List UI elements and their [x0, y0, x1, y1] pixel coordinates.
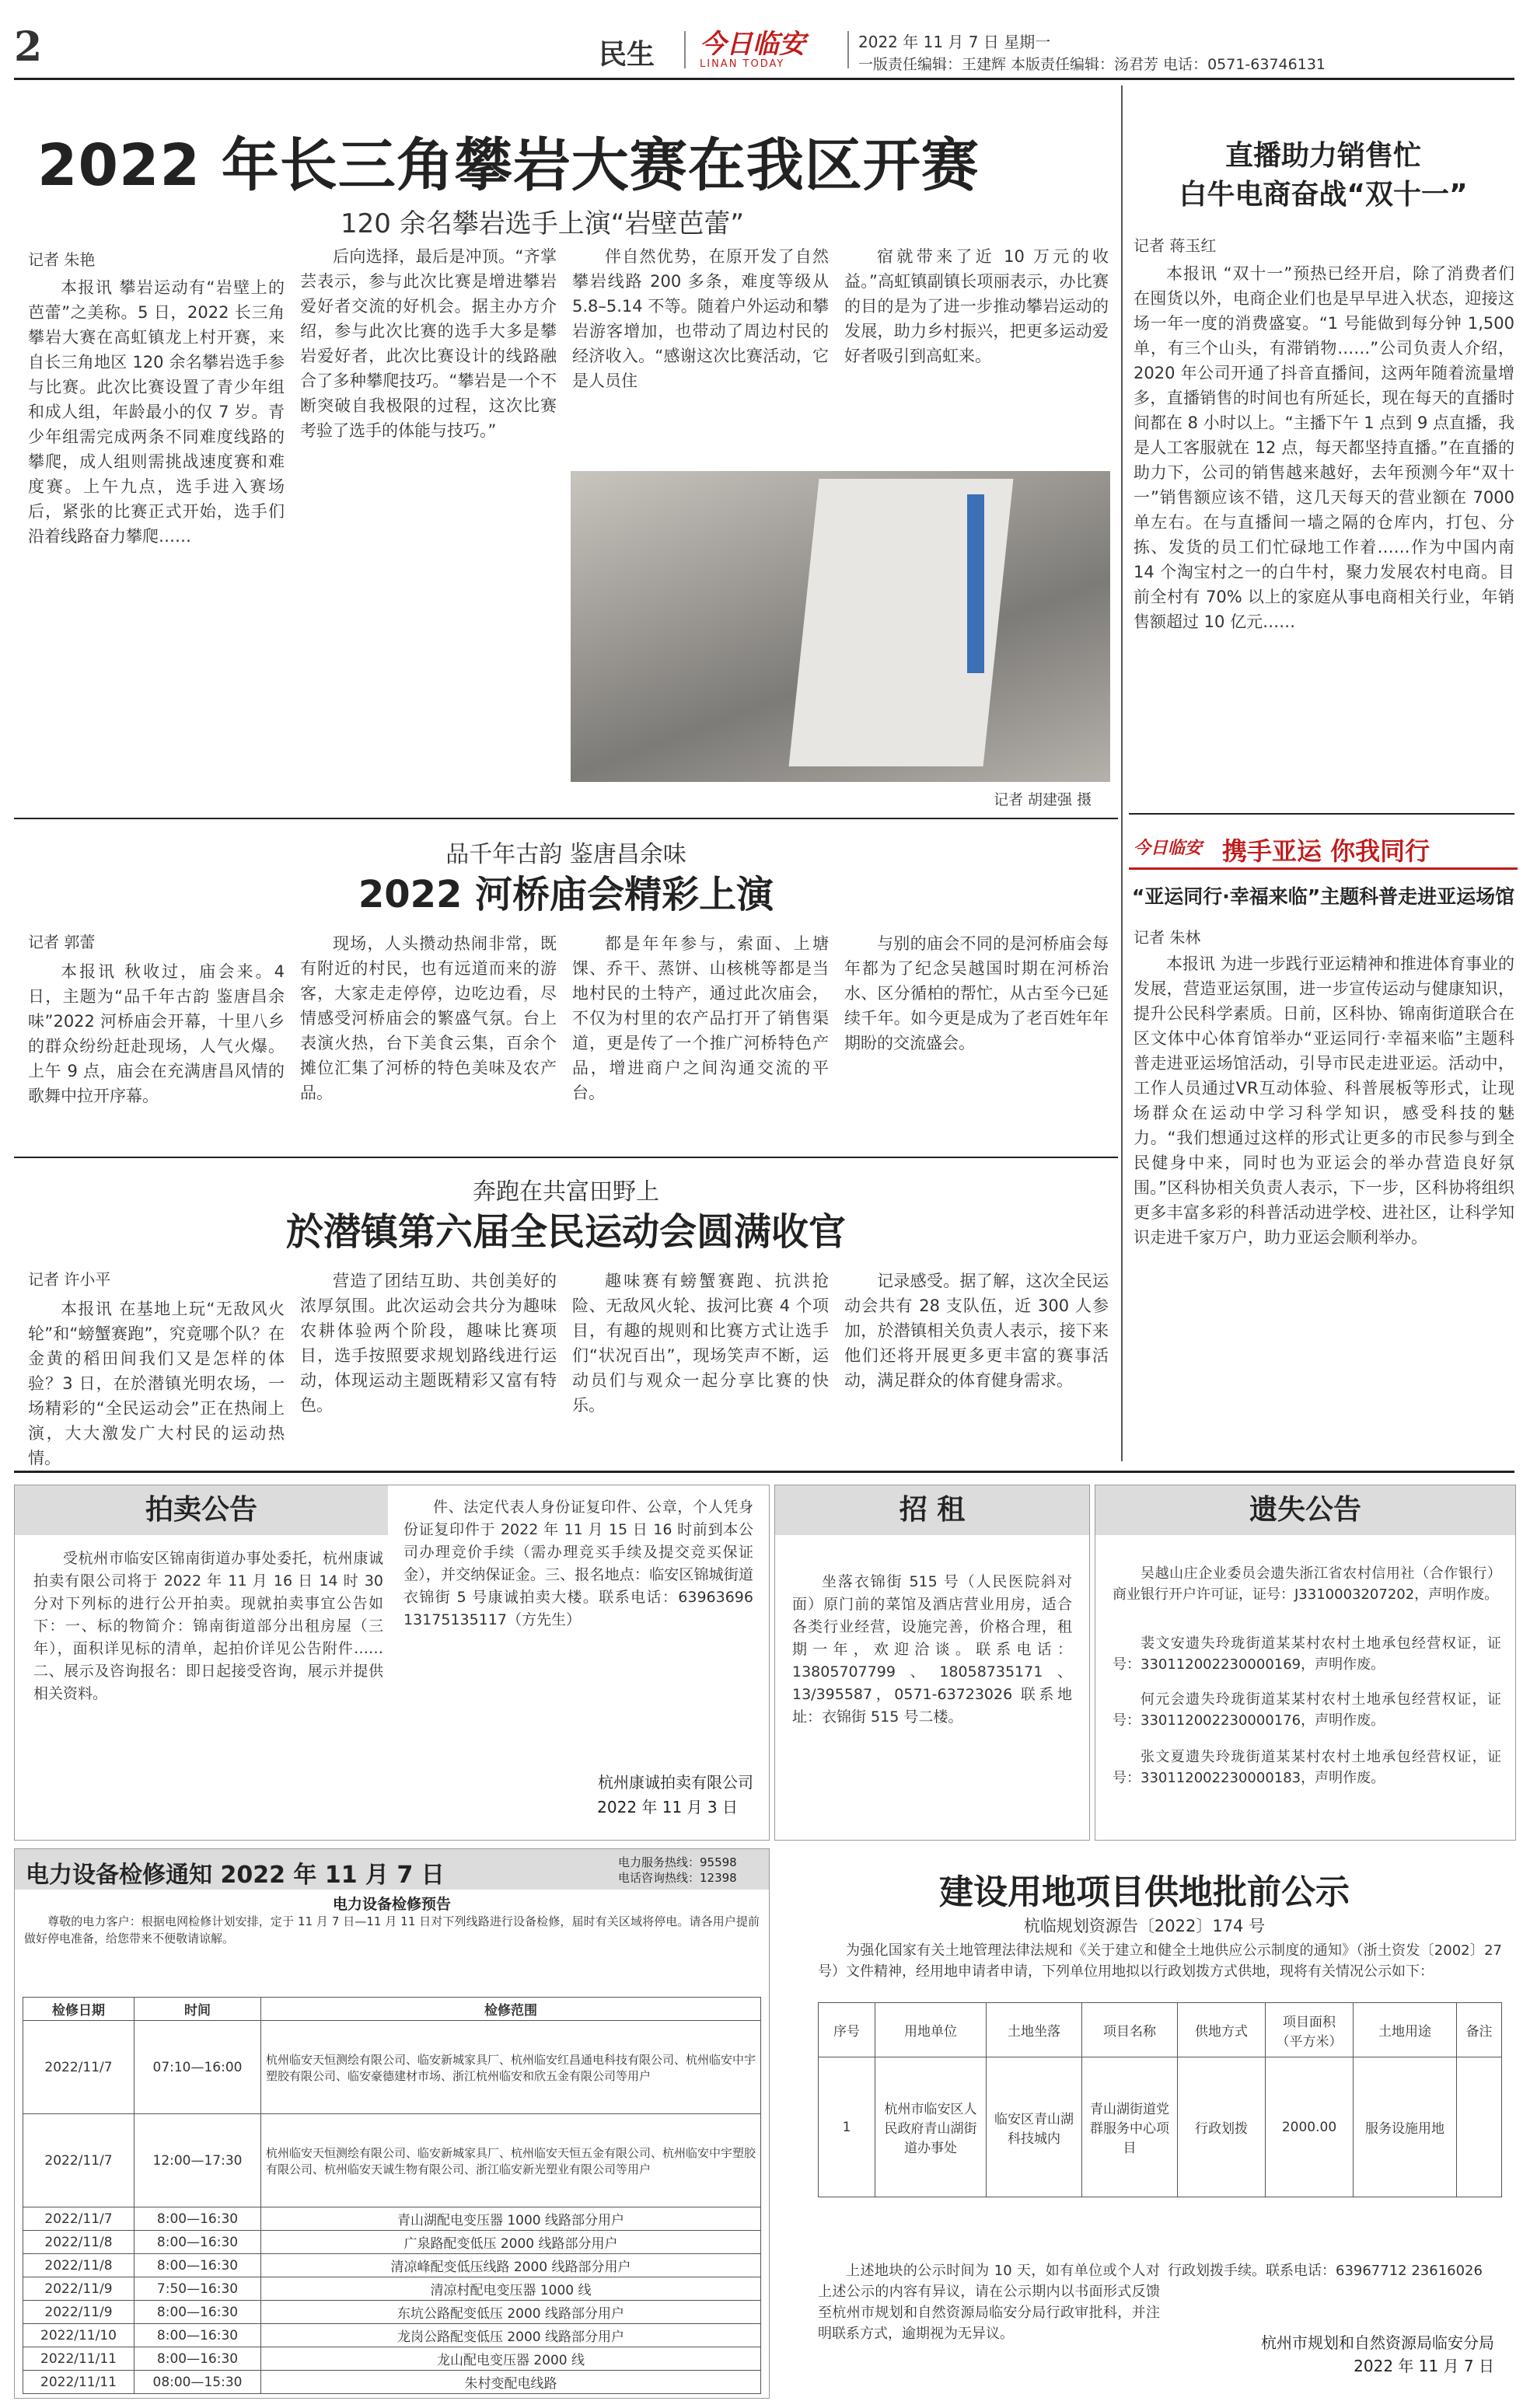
row-scope: 龙山配电变压器 2000 线	[261, 2347, 761, 2371]
land-footer-right	[1168, 2260, 1502, 2307]
land-doc-number: 杭临规划资源告〔2022〕174 号	[1023, 1917, 1266, 1935]
land-row-location: 临安区青山湖科技城内	[987, 2057, 1082, 2197]
temple-col2-text: 现场，人头攒动热闹非常，既有附近的村民，也有远道而来的游客，大家走走停停，边吃边看，尽情感受河桥庙会的繁盛气氛。台上表演火热，台下美食云集，百余个摊位汇集了河桥的特色美味及农产品。	[300, 934, 557, 1102]
auction-column-2	[403, 1496, 753, 1729]
temple-column-1	[28, 959, 285, 1138]
land-row-unit: 杭州市临安区人民政府青山湖街道办事处	[875, 2057, 987, 2197]
table-row	[23, 2254, 761, 2277]
table-row	[23, 2301, 761, 2324]
land-table	[818, 2002, 1502, 2197]
sports-column-1	[28, 1296, 285, 1471]
auction-heading: 拍卖公告	[15, 1485, 388, 1535]
row-date: 2022/11/8	[23, 2254, 134, 2277]
sports-column-4	[844, 1269, 1109, 1471]
land-row-project: 青山湖街道党群服务中心项目	[1082, 2057, 1178, 2197]
asian-games-title: “亚运同行·幸福来临”主题科普走进亚运场馆	[1131, 885, 1515, 908]
lost-item-4	[1113, 1747, 1501, 1790]
climb-byline: 记者 朱艳	[28, 250, 96, 269]
row-time: 07:10—16:00	[134, 2021, 261, 2114]
auction-notice	[14, 1485, 770, 1841]
paper-logo	[700, 30, 840, 73]
lost-notice	[1095, 1485, 1516, 1841]
climb-col1-text: 本报讯 攀岩运动有“岩壁上的芭蕾”之美称。5 日，2022 长三角攀岩大赛在高虹镇龙上村开赛，来自长三角地区 120 余名攀岩选手参与比赛。此次比赛设置了青少年组和成人组，年龄最小的仅 7 岁。青少年组需完成两条不同难度线路的攀爬，成人组则需挑战速度赛和难度赛。上午九点，选手进入赛场后，紧张的比赛正式开始，选手们沿着线路奋力攀爬……	[28, 278, 285, 546]
power-col-time: 时间	[134, 1998, 261, 2021]
sports-kicker: 奔跑在共富田野上	[473, 1178, 659, 1206]
auction-date: 2022 年 11 月 3 日	[597, 1798, 738, 1816]
land-col-location: 土地坐落	[987, 2003, 1082, 2057]
lost-item-2-text: 裴文安遗失玲珑街道某某村农村土地承包经营权证，证号：330112002230000169，声明作废。	[1113, 1635, 1501, 1673]
table-row	[23, 2114, 761, 2207]
row-time: 12:00—17:30	[134, 2114, 261, 2207]
land-title: 建设用地项目供地批前公示	[939, 1872, 1350, 1912]
land-col-unit: 用地单位	[875, 2003, 987, 2057]
row-time: 8:00—16:30	[134, 2231, 261, 2254]
page-number: 2	[14, 23, 43, 71]
sports-col4-text: 记录感受。据了解，这次全民运动会共有 28 支队伍，近 300 人参加，於潜镇相关负责人表示，接下来他们还将开展更多更丰富的赛事活动，满足群众的体育健身需求。	[844, 1272, 1109, 1390]
land-row-no: 1	[819, 2057, 875, 2197]
rent-heading: 招 租	[775, 1485, 1089, 1535]
asian-banner-rule	[1129, 867, 1518, 870]
paper-logo-en: LINAN TODAY	[700, 58, 785, 70]
masthead	[0, 0, 1530, 78]
sports-column-3	[572, 1269, 829, 1471]
power-intro-text: 尊敬的电力客户：根据电网检修计划安排，定于 11 月 7 日—11 月 11 日对下列线路进行设备检修，届时有关区域将停电。请各用户提前做好停电准备，给您带来不便敬请谅解。	[24, 1914, 760, 1946]
row-date: 2022/11/11	[23, 2371, 134, 2394]
climb-col4-text: 宿就带来了近 10 万元的收益。”高虹镇副镇长项丽表示，办比赛的目的是为了进一步推动攀岩运动的发展，助力乡村振兴，把更多运动爱好者吸引到高虹来。	[844, 247, 1109, 365]
power-intro	[24, 1913, 760, 1989]
land-col-area: 项目面积（平方米）	[1266, 2003, 1354, 2057]
power-hotline-1: 电力服务热线：95598	[618, 1855, 737, 1869]
land-signer: 杭州市规划和自然资源局临安分局	[1261, 2333, 1494, 2352]
power-header-title: 电力设备检修通知 2022 年 11 月 7 日	[26, 1862, 445, 1889]
climb-subtitle: 120 余名攀岩选手上演“岩壁芭蕾”	[341, 208, 744, 239]
lost-heading: 遗失公告	[1095, 1485, 1515, 1535]
sports-column-2	[300, 1269, 557, 1471]
land-col-no: 序号	[819, 2003, 875, 2057]
power-hotline-2: 电话咨询热线：12398	[618, 1871, 737, 1885]
table-row	[23, 2207, 761, 2231]
climbing-banner	[967, 494, 984, 673]
power-maintenance-notice	[14, 1848, 770, 2399]
temple-col1-text: 本报讯 秋收过，庙会来。4 日，主题为“品千年古韵 鉴唐昌余味”2022 河桥庙会开幕，十里八乡的群众纷纷赶赴现场，人气火爆。上午 9 点，庙会在充满唐昌风情的歌舞中拉开序幕。	[28, 962, 285, 1105]
issue-date: 2022 年 11 月 7 日 星期一	[858, 33, 1051, 51]
row-scope: 清凉峰配变低压线路 2000 线路部分用户	[261, 2254, 761, 2277]
row-scope: 东坑公路配变低压 2000 线路部分用户	[261, 2301, 761, 2324]
temple-fair-article	[14, 824, 1118, 1150]
row-date: 2022/11/9	[23, 2301, 134, 2324]
land-table-header-row	[819, 2003, 1502, 2057]
lost-item-3-text: 何元会遗失玲珑街道某某村农村土地承包经营权证，证号：330112002230000176，声明作废。	[1113, 1691, 1501, 1729]
row-date: 2022/11/7	[23, 2114, 134, 2207]
section-name: 民生	[599, 39, 655, 71]
land-intro	[818, 1940, 1502, 1994]
land-col-use: 土地用途	[1354, 2003, 1457, 2057]
climb-column-3	[572, 244, 829, 462]
row-scope: 龙岗公路配变低压 2000 线路部分用户	[261, 2324, 761, 2347]
row-date: 2022/11/8	[23, 2231, 134, 2254]
temple-col3-text: 都是年年参与，索面、上塘馃、乔干、蒸饼、山核桃等都是当地村民的土特产，通过此次庙会，不仅为村里的农产品打开了销售渠道，更是传了一个推广河桥特色产品，增进商户之间沟通交流的平台。	[572, 934, 829, 1102]
ecommerce-body	[1134, 261, 1514, 805]
ecommerce-byline: 记者 蒋玉红	[1134, 236, 1217, 255]
lost-item-2	[1113, 1633, 1501, 1677]
asian-games-banner	[1129, 827, 1518, 871]
land-row-use: 服务设施用地	[1354, 2057, 1457, 2197]
temple-column-2	[300, 931, 557, 1138]
row-time: 08:00—15:30	[134, 2371, 261, 2394]
rent-body-text: 坐落衣锦街 515 号（人民医院斜对面）原门前的菜馆及酒店营业用房，适合各类行业经营，设施完善，价格合理，租期一年，欢迎洽谈。联系电话：13805707799、18058735171、13/395587，0571-63723026 联系地址：衣锦街 515 号二楼。	[792, 1573, 1072, 1726]
land-intro-text: 为强化国家有关土地管理法律法规和《关于建立和健全土地供应公示制度的通知》（浙土资发〔2002〕27 号）文件精神，经用地申请者申请，下列单位用地拟以行政划拨方式供地，现将有关情况公示如下：	[818, 1942, 1502, 1980]
land-footer-left	[818, 2260, 1160, 2392]
row-time: 8:00—16:30	[134, 2324, 261, 2347]
power-table-header-row	[23, 1998, 761, 2021]
ecommerce-title-1: 直播助力销售忙	[1224, 140, 1421, 172]
row-scope: 广泉路配变低压 2000 线路部分用户	[261, 2231, 761, 2254]
temple-kicker: 品千年古韵 鉴唐昌余味	[445, 841, 686, 868]
climb-article	[14, 86, 1118, 832]
lost-item-1	[1113, 1563, 1501, 1625]
climb-column-1	[28, 275, 285, 850]
asian-games-body	[1134, 951, 1514, 1457]
land-col-project: 项目名称	[1082, 2003, 1178, 2057]
asian-banner-logo: 今日临安	[1134, 839, 1203, 858]
table-row	[23, 2347, 761, 2371]
temple-col4-text: 与别的庙会不同的是河桥庙会每年都为了纪念吴越国时期在河桥治水、区分循柏的帮忙，从古至今已延续千年。如今更是成为了老百姓年年期盼的交流盛会。	[844, 934, 1109, 1052]
temple-byline: 记者 郭蕾	[28, 933, 96, 951]
row-time: 8:00—16:30	[134, 2301, 261, 2324]
table-row	[23, 2371, 761, 2394]
row-scope: 杭州临安天恒测绘有限公司、临安新城家具厂、杭州临安红昌通电科技有限公司、杭州临安中宇塑胶有限公司、临安豪德建材市场、浙江杭州临安和欣五金有限公司等用户	[261, 2021, 761, 2114]
temple-headline: 2022 河桥庙会精彩上演	[358, 873, 774, 916]
climbing-wall-photo	[571, 471, 1110, 782]
column-divider	[1121, 86, 1123, 1461]
masthead-divider-2	[847, 31, 849, 68]
row-scope: 清凉村配电变压器 1000 线	[261, 2277, 761, 2301]
power-maintenance-table	[23, 1997, 761, 2394]
ecommerce-bottom-rule	[1129, 813, 1514, 815]
power-table-title: 电力设备检修预告	[332, 1896, 451, 1913]
power-col-date: 检修日期	[23, 1998, 134, 2021]
table-row	[23, 2231, 761, 2254]
climb-column-4	[844, 244, 1109, 462]
sports-col1-text: 本报讯 在基地上玩“无敌风火轮”和“螃蟹赛跑”，究竟哪个队？在金黄的稻田间我们又是怎样的体验？3 日，在於潜镇光明农场，一场精彩的“全民运动会”正在热闹上演，大大激发广大村民的运动热情。	[28, 1300, 285, 1467]
land-use-notice	[774, 1848, 1514, 2397]
sports-col2-text: 营造了团结互助、共创美好的浓厚氛围。此次运动会共分为趣味农耕体验两个阶段，趣味比赛项目，选手按照要求规划路线进行运动，体现运动主题既精彩又富有特色。	[300, 1272, 557, 1415]
table-row	[23, 2324, 761, 2347]
ecommerce-article	[1129, 86, 1518, 808]
temple-column-3	[572, 931, 829, 1138]
rent-notice	[774, 1485, 1090, 1841]
climb-column-2	[300, 244, 557, 850]
row-time: 8:00—16:30	[134, 2207, 261, 2231]
temple-column-4	[844, 931, 1109, 1138]
climb-col3-text: 伴自然优势，在原开发了自然攀岩线路 200 多条，难度等级从 5.8–5.14 不等。随着户外运动和攀岩游客增加，也带动了周边村民的经济收入。“感谢这次比赛活动，它是人员住	[572, 247, 829, 390]
land-date: 2022 年 11 月 7 日	[1354, 2357, 1494, 2375]
row-time: 8:00—16:30	[134, 2254, 261, 2277]
auction-col1-text: 受杭州市临安区锦南街道办事处委托，杭州康诚拍卖有限公司将于 2022 年 11 月 16 日 14 时 30 分对下列标的进行公开拍卖。现就拍卖事宜公告如下：一、标的物简介：锦南街道部分出租房屋（三年），面积详见标的清单，起拍价详见公告附件……二、展示及咨询报名：即日起接受咨询，展示并提供相关资料。	[33, 1550, 383, 1702]
masthead-rule	[14, 78, 1514, 80]
lost-item-1-text: 吴越山庄企业委员会遗失浙江省农村信用社（合作银行）商业银行开户许可证，证号：J3310003207202，声明作废。	[1113, 1565, 1501, 1603]
row-date: 2022/11/10	[23, 2324, 134, 2347]
paper-logo-cn: 今日临安	[700, 29, 805, 60]
row-date: 2022/11/7	[23, 2207, 134, 2231]
climb-headline: 2022 年长三角攀岩大赛在我区开赛	[37, 132, 980, 199]
auction-column-1	[33, 1548, 383, 1827]
land-footer-right-text: 行政划拨手续。联系电话：63967712 23616026	[1168, 2263, 1483, 2279]
land-col-note: 备注	[1457, 2003, 1502, 2057]
row-scope: 青山湖配电变压器 1000 线路部分用户	[261, 2207, 761, 2231]
table-row	[819, 2057, 1502, 2197]
row-date: 2022/11/9	[23, 2277, 134, 2301]
table-row	[23, 2277, 761, 2301]
asian-games-body-text: 本报讯 为进一步践行亚运精神和推进体育事业的发展，营造亚运氛围，进一步宣传运动与健康知识，提升公民科学素质。日前，区科协、锦南街道联合在区文体中心体育馆举办“亚运同行·幸福来临”主题科普走进亚运场馆活动，引导市民走进亚运。活动中，工作人员通过VR互动体验、科普展板等形式，让现场群众在运动中学习科学知识，感受科技的魅力。“我们想通过这样的形式让更多的市民参与到全民健身中来，同时也为亚运会的举办营造良好氛围。”区科协相关负责人表示，下一步，区科协将组织更多丰富多彩的科普活动进学校、进社区，让科学知识走进千家万户，助力亚运会顺利举办。	[1134, 954, 1514, 1247]
row-scope: 朱村变配电线路	[261, 2371, 761, 2394]
land-row-method: 行政划拨	[1178, 2057, 1266, 2197]
climb-col2-text: 后向选择，最后是冲顶。“齐掌芸表示，参与此次比赛是增进攀岩爱好者交流的好机会。据主办方介绍，参与此次比赛的选手大多是攀岩爱好者，此次比赛设计的线路融合了多种攀爬技巧。“攀岩是一个不断突破自我极限的过程，这次比赛考验了选手的体能与技巧。”	[300, 247, 557, 440]
sports-byline: 记者 许小平	[28, 1270, 111, 1289]
row-date: 2022/11/11	[23, 2347, 134, 2371]
climb-bottom-rule	[14, 818, 1118, 819]
news-section-bottom-rule	[14, 1471, 1514, 1473]
asian-games-article	[1129, 819, 1518, 1461]
land-row-note	[1457, 2057, 1502, 2197]
land-footer-left-text: 上述地块的公示时间为 10 天，如有单位或个人对上述公示的内容有异议，请在公示期内以书面形式反馈至杭州市规划和自然资源局临安分局行政审批科，并注明联系方式，逾期视为无异议。	[818, 2263, 1160, 2342]
row-date: 2022/11/7	[23, 2021, 134, 2114]
ecommerce-title-2: 白牛电商奋战“双十一”	[1179, 179, 1468, 211]
temple-bottom-rule	[14, 1157, 1118, 1158]
sports-article	[14, 1161, 1118, 1488]
editor-info: 一版责任编辑：王建辉 本版责任编辑：汤君芳 电话：0571-63746131	[858, 56, 1326, 73]
masthead-divider	[684, 31, 686, 68]
auction-col2-text: 件、法定代表人身份证复印件、公章，个人凭身份证复印件于 2022 年 11 月 15 日 16 时前到本公司办理竞价手续（需办理竞买手续及提交竞买保证金），并交纳保证金。三、报名地点：临安区锦城街道衣锦街 5 号康诚拍卖大楼。联系电话：63963696 13175135117（方先生）	[403, 1499, 753, 1628]
climb-photo-credit: 记者 胡建强 摄	[994, 791, 1092, 808]
asian-banner-text: 携手亚运 你我同行	[1222, 836, 1430, 866]
ecommerce-body-text: 本报讯 “双十一”预热已经开启，除了消费者们在囤货以外，电商企业们也是早早进入状态，迎接这场一年一度的消费盛宴。“1 号能做到每分钟 1,500 单，有三个山头，有滞销物……”公司负责人介绍，2020 年公司开通了抖音直播间，这两年随着流量增多，直播销售的时间也有所延长，现在每天的直播时间都在 8 小时以上。“主播下午 1 点到 9 点直播，我是人工客服就在 12 点，每天都坚持直播。”在直播的助力下，公司的销售越来越好，去年预测今年“双十一”销售额应该不错，这几天每天的营业额在 7000 单左右。在与直播间一墙之隔的仓库内，打包、分拣、发货的员工们忙碌地工作着……作为中国内南 14 个淘宝村之一的白牛村，聚力发展农村电商。目前全村有 70% 以上的家庭从事电商相关行业，年销售额超过 10 亿元……	[1134, 264, 1514, 631]
lost-item-4-text: 张文夏遗失玲珑街道某某村农村土地承包经营权证，证号：330112002230000183，声明作废。	[1113, 1749, 1501, 1786]
auction-signer: 杭州康诚拍卖有限公司	[598, 1773, 753, 1792]
table-row	[23, 2021, 761, 2114]
row-time: 8:00—16:30	[134, 2347, 261, 2371]
lost-item-3	[1113, 1689, 1501, 1733]
rent-body	[792, 1571, 1072, 1804]
sports-col3-text: 趣味赛有螃蟹赛跑、抗洪抢险、无敌风火轮、拔河比赛 4 个项目，有趣的规则和比赛方式让选手们“状况百出”，现场笑声不断，运动员们与观众一起分享比赛的快乐。	[572, 1272, 829, 1415]
power-header-bar	[15, 1849, 769, 1890]
row-time: 7:50—16:30	[134, 2277, 261, 2301]
land-row-area: 2000.00	[1266, 2057, 1354, 2197]
asian-games-byline: 记者 朱林	[1134, 928, 1201, 947]
power-col-scope: 检修范围	[261, 1998, 761, 2021]
land-col-method: 供地方式	[1178, 2003, 1266, 2057]
sports-headline: 於潜镇第六届全民运动会圆满收官	[285, 1210, 846, 1254]
row-scope: 杭州临安天恒测绘有限公司、临安新城家具厂、杭州临安天恒五金有限公司、杭州临安中宇塑胶有限公司、杭州临安天诚生物有限公司、浙江临安新光塑业有限公司等用户	[261, 2114, 761, 2207]
